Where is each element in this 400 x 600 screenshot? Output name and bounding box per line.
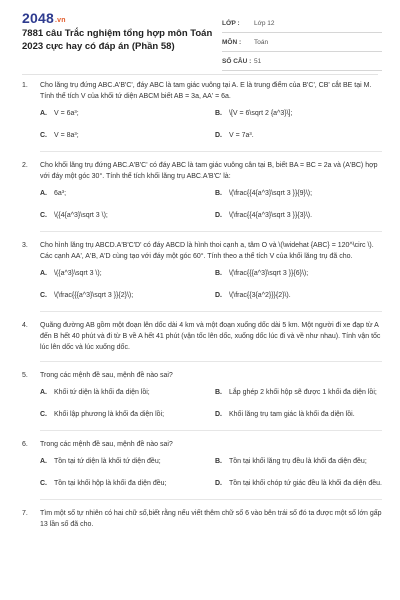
option-letter: B. bbox=[215, 389, 222, 396]
question-body: Cho lăng trụ đứng ABC.A'B'C', đáy ABC là tam giác vuông tại A. E là trung điểm của B'C', CB' cắt BE tại M. Tính thể tích V của khối tứ diện ABCM biết AB = 3a, AA' = 6a. bbox=[40, 82, 372, 100]
logo-main: 2048 bbox=[22, 10, 54, 26]
question-item bbox=[22, 439, 382, 491]
option-text: Lắp ghép 2 khối hộp sẽ được 1 khối đa diện lồi; bbox=[229, 389, 377, 396]
option-letter: B. bbox=[215, 190, 222, 197]
answer-option[interactable] bbox=[40, 107, 207, 121]
answer-option[interactable] bbox=[215, 209, 382, 223]
option-letter: B. bbox=[215, 458, 222, 465]
option-letter: C. bbox=[40, 292, 47, 299]
question-body: Trong các mệnh đề sau, mệnh đề nào sai? bbox=[40, 372, 173, 379]
question-text bbox=[22, 320, 382, 353]
option-text: V = 8a³; bbox=[54, 132, 79, 139]
answer-options bbox=[40, 107, 382, 143]
answer-option[interactable] bbox=[215, 408, 382, 422]
header-divider bbox=[22, 74, 378, 75]
option-text: \(\frac{{4{a^3}\sqrt 3 }}{3}\). bbox=[229, 212, 313, 219]
answer-option[interactable] bbox=[40, 455, 207, 469]
answer-option[interactable] bbox=[40, 408, 207, 422]
question-number: 3. bbox=[22, 242, 28, 249]
option-text: Khối lập phương là khối đa diện lồi; bbox=[54, 411, 165, 418]
option-letter: A. bbox=[40, 270, 47, 277]
meta-key: SỐ CÂU : bbox=[222, 57, 252, 65]
option-letter: C. bbox=[40, 212, 47, 219]
option-letter: D. bbox=[215, 411, 222, 418]
option-text: \(\frac{{{a^3}\sqrt 3 }}{6}\); bbox=[229, 270, 309, 277]
question-divider bbox=[40, 151, 382, 152]
option-letter: D. bbox=[215, 212, 222, 219]
question-number: 2. bbox=[22, 162, 28, 169]
option-text: \(\frac{{3{a^2}}}{2}\). bbox=[229, 292, 291, 299]
page-header bbox=[0, 0, 400, 72]
option-text: \(\frac{{4{a^3}\sqrt 3 }}{9}\); bbox=[229, 190, 313, 197]
option-letter: C. bbox=[40, 132, 47, 139]
option-letter: C. bbox=[40, 480, 47, 487]
question-text bbox=[22, 160, 382, 182]
answer-option[interactable] bbox=[215, 455, 382, 469]
answer-option[interactable] bbox=[215, 129, 382, 143]
question-body: Cho hình lăng trụ ABCD.A'B'C'D' có đáy ABCD là hình thoi cạnh a, tâm O và \(\widehat {ABC} = 120^\circ \). Các cạnh AA', A'B, A'D cùng tạo với đáy một góc 60°. Tính theo a thể tích V của khối lăng trụ đã cho. bbox=[40, 242, 374, 260]
question-number: 5. bbox=[22, 372, 28, 379]
answer-option[interactable] bbox=[215, 267, 382, 281]
question-item bbox=[22, 80, 382, 143]
option-letter: A. bbox=[40, 458, 47, 465]
option-letter: C. bbox=[40, 411, 47, 418]
meta-key: LỚP : bbox=[222, 19, 240, 27]
question-item bbox=[22, 370, 382, 422]
meta-value: 51 bbox=[254, 57, 262, 65]
meta-key: MÔN : bbox=[222, 38, 242, 46]
option-text: Tồn tại khối hộp là khối đa diện đều; bbox=[54, 480, 167, 487]
question-divider bbox=[40, 499, 382, 500]
option-letter: B. bbox=[215, 270, 222, 277]
answer-option[interactable] bbox=[215, 289, 382, 303]
question-text bbox=[22, 80, 382, 102]
question-divider bbox=[40, 430, 382, 431]
option-text: Tồn tại khối chóp tứ giác đều là khối đa diện đều. bbox=[229, 480, 382, 487]
meta-value: Toán bbox=[254, 38, 269, 46]
answer-option[interactable] bbox=[40, 386, 207, 400]
question-number: 1. bbox=[22, 82, 28, 89]
logo-suffix: .vn bbox=[54, 17, 66, 24]
option-text: Tồn tại khối lăng trụ đều là khối đa diện đều; bbox=[229, 458, 367, 465]
answer-options bbox=[40, 267, 382, 303]
question-item bbox=[22, 160, 382, 223]
answer-option[interactable] bbox=[40, 289, 207, 303]
option-letter: A. bbox=[40, 190, 47, 197]
question-text bbox=[22, 370, 382, 381]
answer-option[interactable] bbox=[40, 477, 207, 491]
answer-option[interactable] bbox=[215, 107, 382, 121]
question-text bbox=[22, 508, 382, 530]
question-number: 4. bbox=[22, 322, 28, 329]
answer-options bbox=[40, 455, 382, 491]
site-logo[interactable] bbox=[22, 10, 66, 26]
answer-option[interactable] bbox=[215, 386, 382, 400]
option-text: V = 6a³; bbox=[54, 110, 79, 117]
document-meta bbox=[222, 14, 382, 71]
meta-row-subject bbox=[222, 33, 382, 52]
option-text: \[V = 6\sqrt 2 {a^3}\]; bbox=[229, 110, 293, 117]
document-title: 7881 câu Trắc nghiệm tổng hợp môn Toán 2023 cực hay có đáp án (Phần 58) bbox=[22, 28, 213, 52]
answer-option[interactable] bbox=[215, 477, 382, 491]
question-divider bbox=[40, 361, 382, 362]
question-body: Tìm một số tự nhiên có hai chữ số,biết rằng nếu viết thêm chữ số 6 vào bên trái số đó ta được một số lớn gấp 13 lần số đã cho. bbox=[40, 510, 382, 528]
option-letter: A. bbox=[40, 110, 47, 117]
option-letter: D. bbox=[215, 292, 222, 299]
question-divider bbox=[40, 311, 382, 312]
option-text: \({4{a^3}\sqrt 3 \); bbox=[54, 212, 108, 219]
answer-options bbox=[40, 187, 382, 223]
answer-option[interactable] bbox=[40, 187, 207, 201]
question-body: Quãng đường AB gồm một đoạn lên dốc dài 4 km và một đoạn xuống dốc dài 5 km. Một người đi xe đạp từ A đến B hết 40 phút và đi từ B về A hết 41 phút (vận tốc lên dốc, xuống dốc lúc đi và về như nhau). Tính vận tốc lúc lên dốc và lúc xuống dốc. bbox=[40, 322, 381, 351]
meta-row-count bbox=[222, 52, 382, 71]
meta-row-class bbox=[222, 14, 382, 33]
question-number: 7. bbox=[22, 510, 28, 517]
question-item bbox=[22, 508, 382, 530]
answer-option[interactable] bbox=[40, 267, 207, 281]
option-letter: B. bbox=[215, 110, 222, 117]
question-divider bbox=[40, 231, 382, 232]
question-text bbox=[22, 439, 382, 450]
answer-option[interactable] bbox=[215, 187, 382, 201]
option-text: Tồn tại tứ diện là khối tứ diện đều; bbox=[54, 458, 161, 465]
answer-option[interactable] bbox=[40, 209, 207, 223]
question-item bbox=[22, 240, 382, 303]
option-letter: A. bbox=[40, 389, 47, 396]
meta-value: Lớp 12 bbox=[254, 19, 275, 27]
option-text: 6a³; bbox=[54, 190, 67, 197]
option-text: V = 7a³. bbox=[229, 132, 254, 139]
question-item bbox=[22, 320, 382, 353]
question-number: 6. bbox=[22, 441, 28, 448]
option-text: Khối tứ diện là khối đa diện lồi; bbox=[54, 389, 150, 396]
option-letter: D. bbox=[215, 480, 222, 487]
option-text: \({a^3}\sqrt 3 \); bbox=[54, 270, 102, 277]
answer-option[interactable] bbox=[40, 129, 207, 143]
option-text: Khối lăng trụ tam giác là khối đa diện lồi. bbox=[229, 411, 355, 418]
answer-options bbox=[40, 386, 382, 422]
question-body: Trong các mệnh đề sau, mệnh đề nào sai? bbox=[40, 441, 173, 448]
question-body: Cho khối lăng trụ đứng ABC.A'B'C' có đáy ABC là tam giác vuông cân tại B, biết BA = BC = 2a và (A'BC) hợp với đáy một góc 30°. Tính thể tích khối lăng trụ ABC.A'B'C' là: bbox=[40, 162, 378, 180]
question-text bbox=[22, 240, 382, 262]
question-list bbox=[22, 80, 382, 538]
option-letter: D. bbox=[215, 132, 222, 139]
option-text: \(\frac{{{a^3}\sqrt 3 }}{2}\); bbox=[54, 292, 134, 299]
